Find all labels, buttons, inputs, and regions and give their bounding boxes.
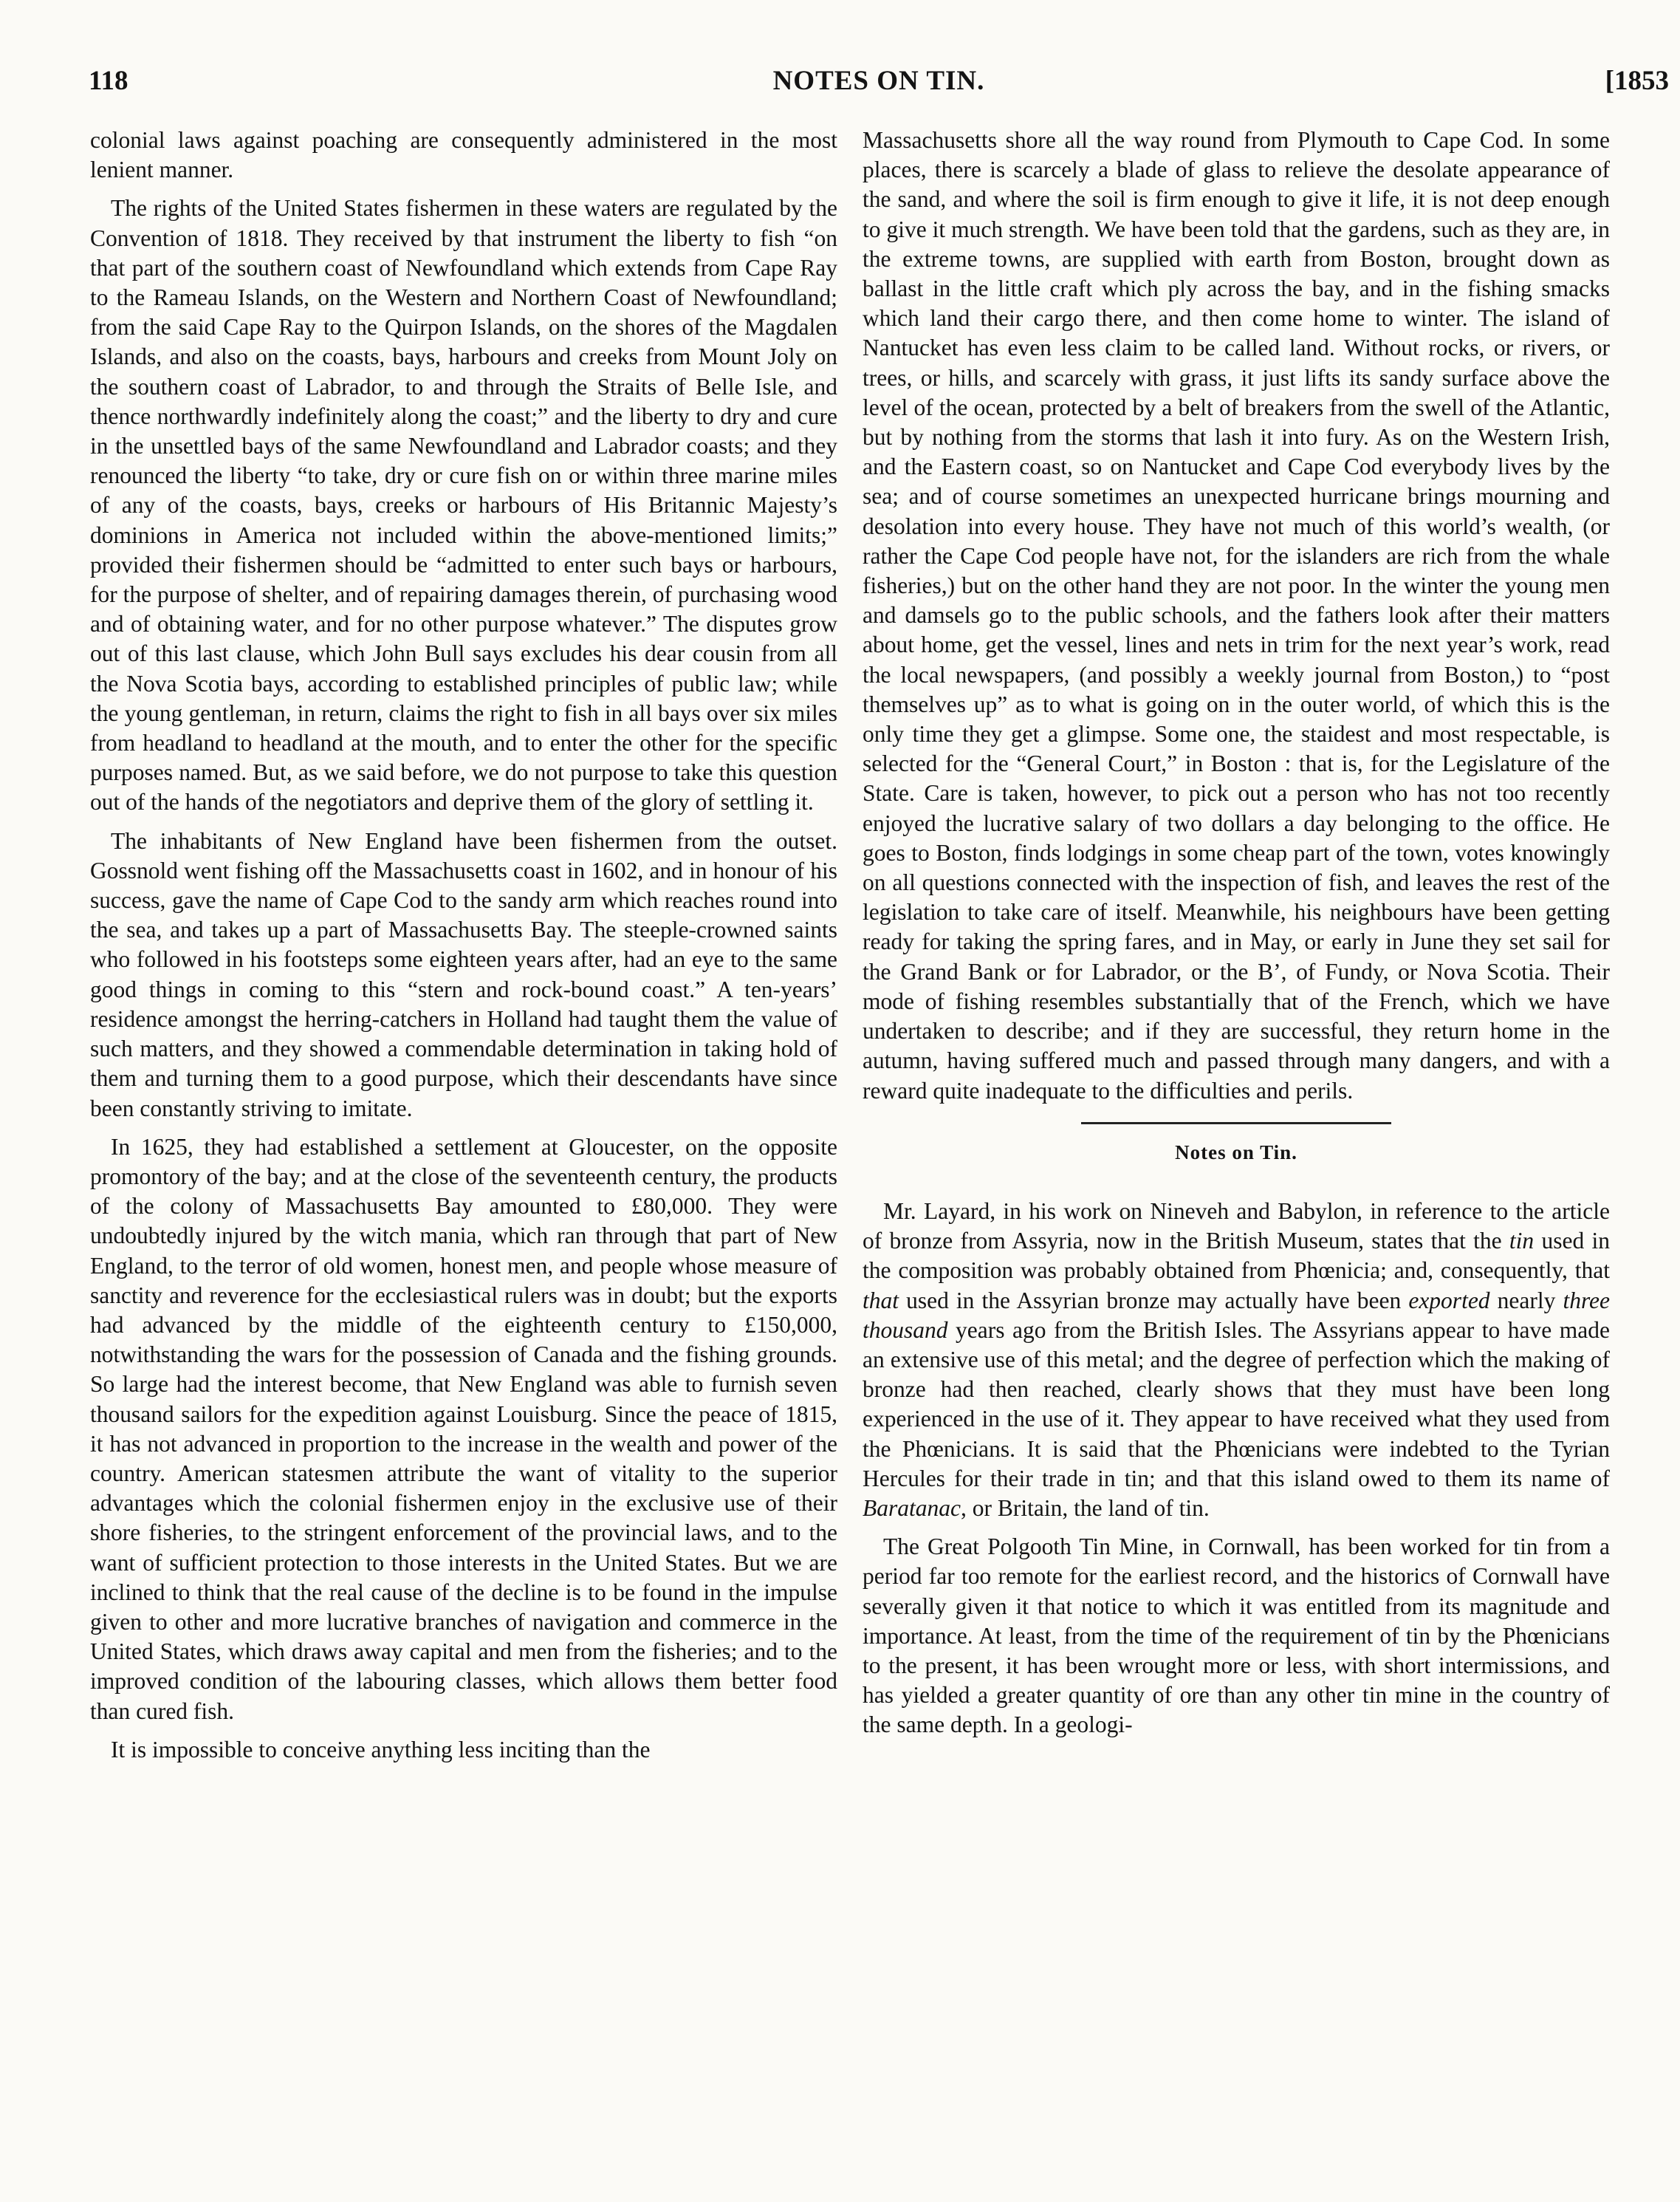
paragraph: The Great Polgooth Tin Mine, in Cornwall, has been worked for tin from a period far too remote for the earliest record, and the historics of Cornwall have severally given it that notice to which it was entitled from its magnitude and importance. At least, from the time of the requirement of tin by the Phœnicians to the present, it has been wrought more or less, with short intermissions, and has yielded a greater quantity of ore than any other tin mine in the country of the same depth. In a geologi- <box>863 1533 1610 1738</box>
section-divider <box>1081 1122 1391 1124</box>
text-run: used in the Assyrian bronze may actually have been <box>899 1287 1409 1313</box>
paragraph: The rights of the United States fishermen in these waters are regulated by the Convention of 1818. They received by that instrument the liberty to fish “on that part of the southern coast of Newfoundland which extends from Cape Ray to the Rameau Islands, on the Western and Northern Coast of Newfoundland; from the said Cape Ray to the Quirpon Islands, on the shores of the Magdalen Islands, and also on the coasts, bays, harbours and creeks from Mount Joly on the southern coast of Labrador, to and through the Straits of Belle Isle, and thence northwardly indefinitely along the coast;” and the liberty to dry and cure in the unsettled bays of the same Newfoundland and Labrador coasts; and they renounced the liberty “to take, dry or cure fish on or within three marine miles of any of the coasts, bays, creeks or harbours of His Britannic Majesty’s dominions in America not included within the above-mentioned limits;” provided their fishermen should be “admitted to enter such bays or harbours, for the purpose of shelter, and of repairing damages therein, of purchasing wood and of obtaining water, and for no other purpose whatever.” The disputes grow out of this last clause, which John Bull says excludes his dear cousin from all the Nova Scotia bays, according to established principles of public law; while the young gentleman, in return, claims the right to fish in all bays over six miles from headland to headland at the mouth, and to enter the other for the specific purposes named. But, as we said before, we do not purpose to take this question out of the hands of the negotiators and deprive them of the glory of settling it. <box>90 195 837 816</box>
text-run: nearly <box>1489 1287 1563 1313</box>
year-mark: [1853 <box>1605 66 1669 96</box>
italic-run: Baratanac <box>863 1494 961 1521</box>
italic-run: exported <box>1408 1287 1490 1313</box>
paragraph: Massachusetts shore all the way round from Plymouth to Cape Cod. In some places, there is scarcely a blade of glass to relieve the desolate appearance of the sand, and where the soil is firm enough to give it life, it is not deep enough to give it much strength. We have been told that the gardens, such as they are, in the extreme towns, are supplied with earth from Boston, brought down as ballast in the little craft which ply across the bay, and in the fishing smacks which land their cargo there, and then come home to winter. The island of Nantucket has even less claim to be called land. Without rocks, or rivers, or trees, or hills, and scarcely with grass, it just lifts its sandy surface above the level of the ocean, protected by a belt of breakers from the swell of the Atlantic, but by nothing from the storms that lash it into fury. As on the Western Irish, and the Eastern coast, so on Nantucket and Cape Cod everybody lives by the sea; and of course sometimes an unexpected hurricane brings mourning and desolation into every house. They have not much of this world’s wealth, (or rather the Cape Cod people have not, for the islanders are rich from the whale fisheries,) but on the other hand they are not poor. In the winter the young men and damsels go to the public schools, and the fathers look after their matters about home, get the vessel, lines and nets in trim for the next year’s work, read the local newspapers, (and possibly a weekly journal from Boston,) to “post themselves up” as to what is going on in the outer world, of which this is the only time they get a glimpse. Some one, the staidest and most respectable, is selected for the “General Court,” in Boston : that is, for the Legislature of the State. Care is taken, however, to pick out a person who has not too recently enjoyed the lucrative salary of two dollars a day belonging to the office. He goes to Boston, finds lodgings in some cheap part of the town, votes knowingly on all questions connected with the inspection of fish, and leaves the rest of the legislation to take care of itself. Meanwhile, his neighbours have been getting ready for taking the spring fares, and in May, or early in June they set sail for the Grand Bank or for Labrador, or the Bʼ, of Fundy, or Nova Scotia. Their mode of fishing resembles substantially that of the French, which we have undertaken to describe; and if they are successful, they return home in the autumn, having suffered much and passed through many dangers, and with a reward quite inadequate to the difficulties and perils. <box>863 127 1610 1104</box>
page-number: 118 <box>89 66 128 96</box>
right-column <box>863 126 1610 1749</box>
paragraph: In 1625, they had established a settlement at Gloucester, on the opposite promontory of the bay; and at the close of the seventeenth century, the products of the colony of Massachusetts Bay amounted to £80,000. They were undoubtedly injured by the witch mania, which ran through that part of New England, to the terror of old women, honest men, and people whose measure of sanctity and reverence for the ecclesiastical rulers was in doubt; but the exports had advanced by the middle of the eighteenth century to £150,000, notwithstanding the wars for the possession of Canada and the fishing grounds. So large had the interest become, that New England was able to furnish seven thousand sailors for the expedition against Louisburg. Since the peace of 1815, it has not advanced in proportion to the increase in the wealth and power of the country. American statesmen attribute the want of vitality to the superior advantages which the colonial fishermen enjoy in the exclusive use of their shore fisheries, to the stringent enforcement of the provincial laws, and to the want of sufficient protection to those interests in the United States. But we are inclined to think that the real cause of the decline is to be found in the impulse given to other and more lucrative branches of navigation and commerce in the United States, which draws away capital and men from the fisheries; and to the improved condition of the labouring classes, which allows them better food than cured fish. <box>90 1133 837 1724</box>
italic-run: tin <box>1509 1228 1535 1254</box>
running-header <box>89 65 1669 109</box>
section-title: Notes on Tin. <box>1175 1141 1297 1163</box>
text-run: years ago from the British Isles. The Assyrians appear to have made an extensive use of this metal; and the degree of perfection which the making of bronze had then reached, clearly shows that they must have been long experienced in the use of it. They appear to have received what they used from the Phœnicians. It is said that the Phœnicians were indebted to the Tyrian Hercules for their trade in tin; and that this island owed to them its name of <box>863 1316 1610 1491</box>
running-title: NOTES ON TIN. <box>772 66 985 96</box>
paragraph: colonial laws against poaching are consequently administered in the most lenient manner. <box>90 127 837 183</box>
italic-run: three thousand <box>863 1287 1610 1343</box>
text-run: Mr. Layard, in his work on Nineveh and Babylon, in reference to the article of bronze from Assyria, now in the British Museum, states that the <box>863 1197 1610 1254</box>
paragraph: The inhabitants of New England have been fishermen from the outset. Gossnold went fishing off the Massachusetts coast in 1602, and in honour of his success, gave the name of Cape Cod to the sandy arm which reaches round into the sea, and takes up a part of Massachusetts Bay. The steeple-crowned saints who followed in his footsteps some eighteen years after, had an eye to the same good things in coming to this “stern and rock-bound coast.” A ten-years’ residence amongst the herring-catchers in Holland had taught them the value of such matters, and they showed a commendable determination in taking hold of them and turning them to a good purpose, which their descendants have since been constantly striving to imitate. <box>90 827 837 1121</box>
paragraph: It is impossible to conceive anything less inciting than the <box>111 1736 651 1762</box>
italic-run: that <box>863 1287 899 1313</box>
text-run: used in the composition was probably obtained from Phœnicia; and, consequently, that <box>863 1228 1611 1284</box>
text-run: , or Britain, the land of tin. <box>960 1494 1210 1521</box>
paragraph <box>863 1197 1610 1523</box>
left-column <box>90 126 837 1774</box>
